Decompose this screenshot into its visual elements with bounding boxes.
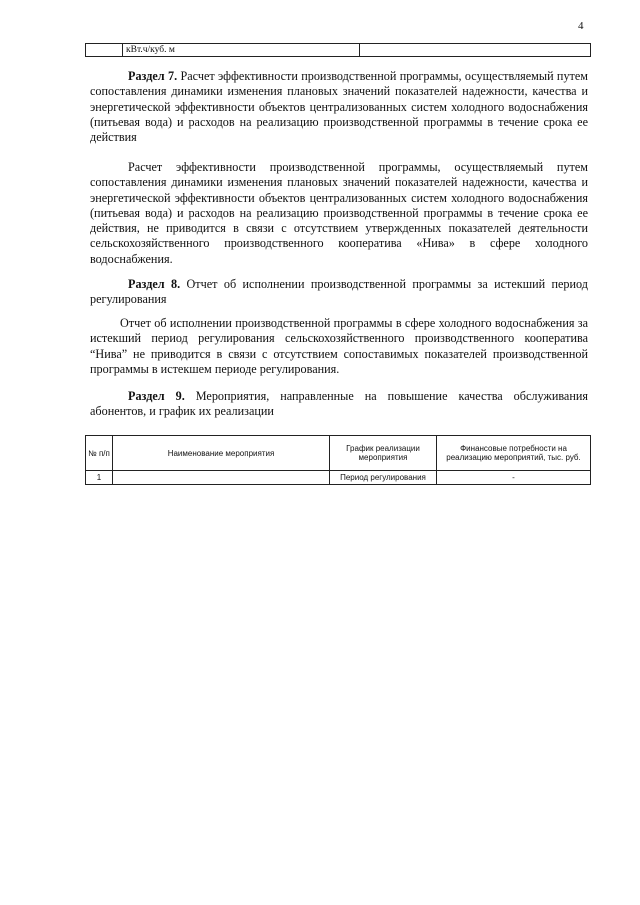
measures-table — [85, 435, 591, 485]
table-row — [86, 471, 591, 485]
row-finance: - — [437, 471, 591, 485]
unit-cell: кВт.ч/куб. м — [123, 44, 360, 57]
header-num: № п/п — [86, 436, 113, 471]
header-schedule: График реализации мероприятия — [330, 436, 437, 471]
continued-table — [85, 43, 591, 57]
section9-heading — [90, 389, 588, 420]
section8-body-text: Отчет об исполнении производственной программы в сфере холодного водоснабжения за истекший период регулирования сельскохозяйственного производственного кооператива “Нива” не приводится в связи с отсутствием сопоставимых показателей производственной программы в истекшем периоде регулирования. — [90, 316, 588, 376]
table-row — [86, 44, 591, 57]
section7-heading — [90, 69, 588, 145]
section9-title: Мероприятия, направленные на повышение качества обслуживания абонентов, и график их реализации — [90, 389, 588, 419]
row-schedule: Период регулирования — [330, 471, 437, 485]
section8-title: Отчет об исполнении производственной программы за истекший период регулирования — [90, 277, 588, 307]
section7-label: Раздел 7. — [128, 69, 178, 83]
page-number: 4 — [578, 20, 584, 32]
section9-label: Раздел 9. — [128, 389, 185, 403]
table-header-row — [86, 436, 591, 471]
section8-heading — [90, 277, 588, 308]
header-finance: Финансовые потребности на реализацию мероприятий, тыс. руб. — [437, 436, 591, 471]
section7-body-text: Расчет эффективности производственной программы, осуществляемый путем сопоставления динамики изменения плановых значений показателей надежности, качества и энергетической эффективности объектов централизованных систем холодного водоснабжения (питьевая вода) и расходов на реализацию производственной программы в течение срока ее действия, не приводится в связи с отсутствием утвержденных показателей деятельности сельскохозяйственного производственного кооператива «Нива» в сфере холодного водоснабжения. — [90, 160, 588, 266]
section8-label: Раздел 8. — [128, 277, 181, 291]
row-num: 1 — [86, 471, 113, 485]
table-cell — [360, 44, 591, 57]
section7-title: Расчет эффективности производственной программы, осуществляемый путем сопоставления динамики изменения плановых значений показателей надежности, качества и энергетической эффективности объектов централизованных систем холодного водоснабжения (питьевая вода) и расходов на реализацию производственной программы в течение срока ее действия — [90, 69, 588, 145]
table-cell — [86, 44, 123, 57]
section8-body — [90, 316, 588, 377]
row-name — [113, 471, 330, 485]
section7-body — [90, 160, 588, 267]
header-name: Наименование мероприятия — [113, 436, 330, 471]
